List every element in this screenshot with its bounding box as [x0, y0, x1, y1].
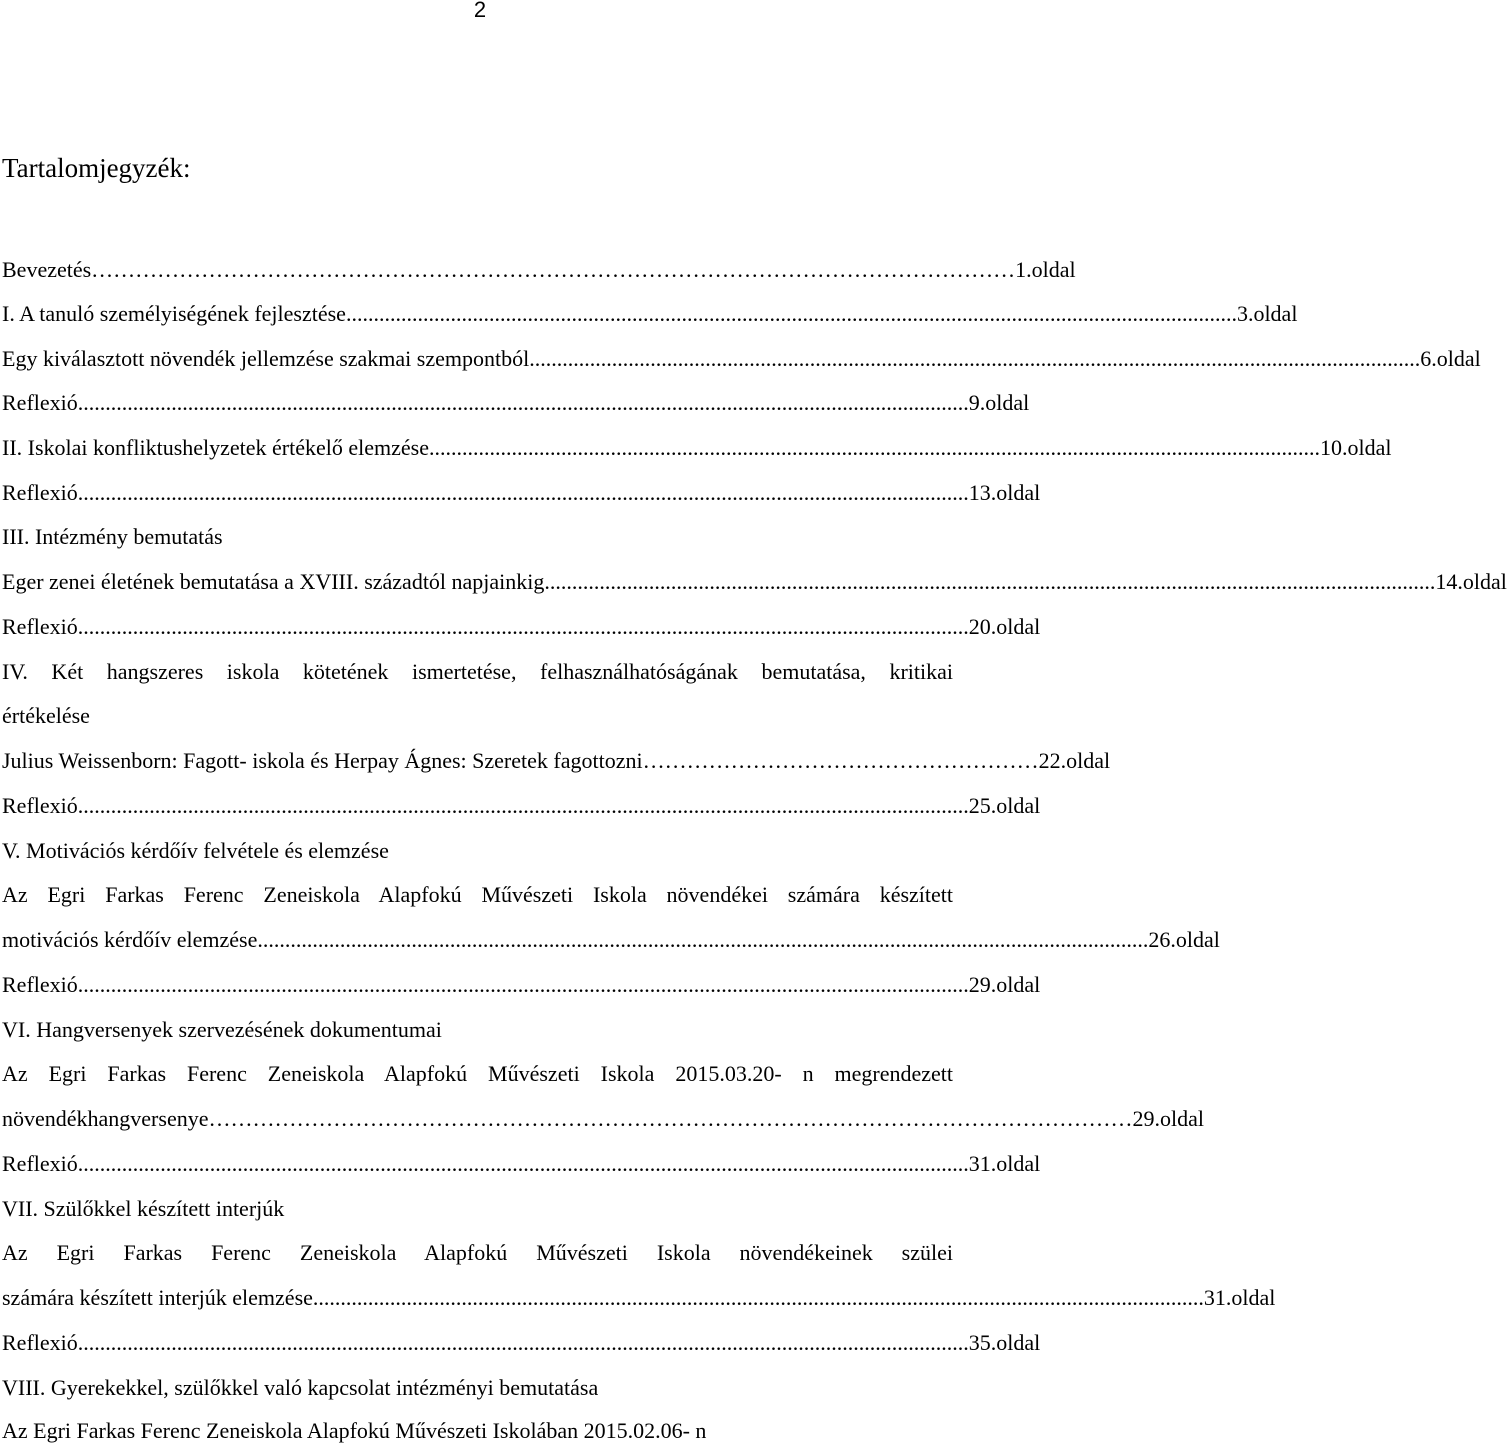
toc-section-heading: VII. Szülőkkel készített interjúk: [2, 1196, 285, 1221]
toc-entry: [2, 793, 1041, 819]
toc-leader: ..................................................................................................................................................................: [77, 793, 969, 818]
toc-entry-text: Az Egri Farkas Ferenc Zeneiskola Alapfokú Művészeti Iskola 2015.03.20- n megrendezett: [2, 1061, 953, 1086]
toc-entry: [2, 569, 1507, 595]
toc-entry-text: I. A tanuló személyiségének fejlesztése: [2, 301, 346, 326]
toc-entry: [2, 1106, 1204, 1132]
toc-section-heading: III. Intézmény bemutatás: [2, 524, 223, 549]
toc-leader: ..................................................................................................................................................................: [77, 480, 969, 505]
toc-entry-text: Reflexió: [2, 480, 78, 505]
toc-entry: [2, 480, 1041, 506]
toc-entry: [2, 301, 1298, 327]
toc-entry-text: Reflexió: [2, 614, 78, 639]
toc-page: 26.oldal: [1148, 927, 1220, 952]
toc-leader: ..................................................................................................................................................................: [529, 346, 1421, 371]
toc-entry: [2, 972, 1041, 998]
toc-entry: [2, 1330, 1041, 1356]
toc-entry: [2, 346, 1481, 372]
toc-entry-text: növendékhangversenye: [2, 1106, 209, 1131]
toc-leader: ..................................................................................................................................................................: [257, 927, 1149, 952]
toc-page: 1.oldal: [1015, 257, 1076, 282]
toc-entry-text: Egy kiválasztott növendék jellemzése szakmai szempontból: [2, 346, 530, 371]
toc-leader: ..................................................................................................................................................................: [544, 569, 1436, 594]
toc-entry-text: motivációs kérdőív elemzése: [2, 927, 258, 952]
toc-page: 31.oldal: [968, 1151, 1041, 1176]
toc-entry-text: Az Egri Farkas Ferenc Zeneiskola Alapfokú Művészeti Iskola növendékei számára készített: [2, 882, 953, 907]
toc-page: 6.oldal: [1420, 346, 1481, 371]
toc-page: 14.oldal: [1435, 569, 1507, 594]
toc-entry-text: Reflexió: [2, 972, 78, 997]
toc-entry: [2, 1285, 1276, 1311]
toc-entry-text: Reflexió: [2, 1151, 78, 1176]
toc-entry-text: Eger zenei életének bemutatása a XVIII. századtól napjainkig: [2, 569, 545, 594]
toc-section-heading: IV. Két hangszeres iskola kötetének ismertetése, felhasználhatóságának bemutatása, kritikai: [2, 659, 953, 684]
toc-entry-text: Reflexió: [2, 793, 78, 818]
toc-leader: ..................................................................................................................................................................: [312, 1285, 1204, 1310]
toc-entry-text: Az Egri Farkas Ferenc Zeneiskola Alapfokú Művészeti Iskola növendékeinek szülei: [2, 1240, 953, 1265]
toc-leader: ..................................................................................................................................................................: [77, 972, 969, 997]
toc-page: 20.oldal: [968, 614, 1041, 639]
toc-title: Tartalomjegyzék:: [2, 153, 191, 183]
toc-section-heading: VIII. Gyerekekkel, szülőkkel való kapcsolat intézményi bemutatása: [2, 1375, 599, 1400]
toc-leader: ..................................................................................................................................................................: [77, 614, 969, 639]
toc-page: 31.oldal: [1203, 1285, 1276, 1310]
toc-page: 25.oldal: [968, 793, 1041, 818]
toc-entry-text: Reflexió: [2, 1330, 78, 1355]
toc-leader: ..................................................................................................................................................................: [345, 301, 1237, 326]
toc-page: 29.oldal: [1132, 1106, 1204, 1131]
toc-page: 3.oldal: [1236, 301, 1298, 326]
toc-page: 13.oldal: [968, 480, 1041, 505]
toc-entry-text: II. Iskolai konfliktushelyzetek értékelő elemzése: [2, 435, 429, 460]
toc-leader: ………………………………………………………………………………………………………………: [91, 257, 1016, 282]
toc-entry-text: Reflexió: [2, 390, 78, 415]
toc-section-heading-cont: értékelése: [2, 703, 90, 728]
toc-leader: ………………………………………………: [642, 748, 1039, 773]
toc-section-heading: VI. Hangversenyek szervezésének dokumentumai: [2, 1017, 442, 1042]
toc-page: 10.oldal: [1320, 435, 1392, 460]
toc-entry-text: Az Egri Farkas Ferenc Zeneiskola Alapfokú Művészeti Iskolában 2015.02.06- n: [2, 1418, 707, 1443]
toc-page: 9.oldal: [968, 390, 1030, 415]
toc-page: 35.oldal: [968, 1330, 1041, 1355]
toc-entry-text: Bevezetés: [2, 257, 92, 282]
toc-page: 22.oldal: [1038, 748, 1111, 773]
toc-entry: [2, 614, 1041, 640]
toc-leader: ………………………………………………………………………………………………………………: [208, 1106, 1133, 1131]
toc-leader: ..................................................................................................................................................................: [429, 435, 1320, 460]
page-number: 2: [473, 0, 487, 22]
toc-leader: ..................................................................................................................................................................: [77, 390, 969, 415]
toc-entry: [2, 257, 1076, 283]
toc-entry: [2, 390, 1030, 416]
toc-entry-text: Julius Weissenborn: Fagott- iskola és Herpay Ágnes: Szeretek fagottozni: [2, 748, 643, 773]
toc-entry: [2, 927, 1220, 953]
toc-leader: ..................................................................................................................................................................: [77, 1330, 969, 1355]
toc-entry-text: számára készített interjúk elemzése: [2, 1285, 313, 1310]
toc-page: 29.oldal: [968, 972, 1041, 997]
toc-entry: [2, 435, 1392, 461]
toc-section-heading: V. Motivációs kérdőív felvétele és elemzése: [2, 838, 389, 863]
toc-entry: [2, 1151, 1041, 1177]
toc-leader: ..................................................................................................................................................................: [77, 1151, 969, 1176]
toc-entry: [2, 748, 1111, 774]
